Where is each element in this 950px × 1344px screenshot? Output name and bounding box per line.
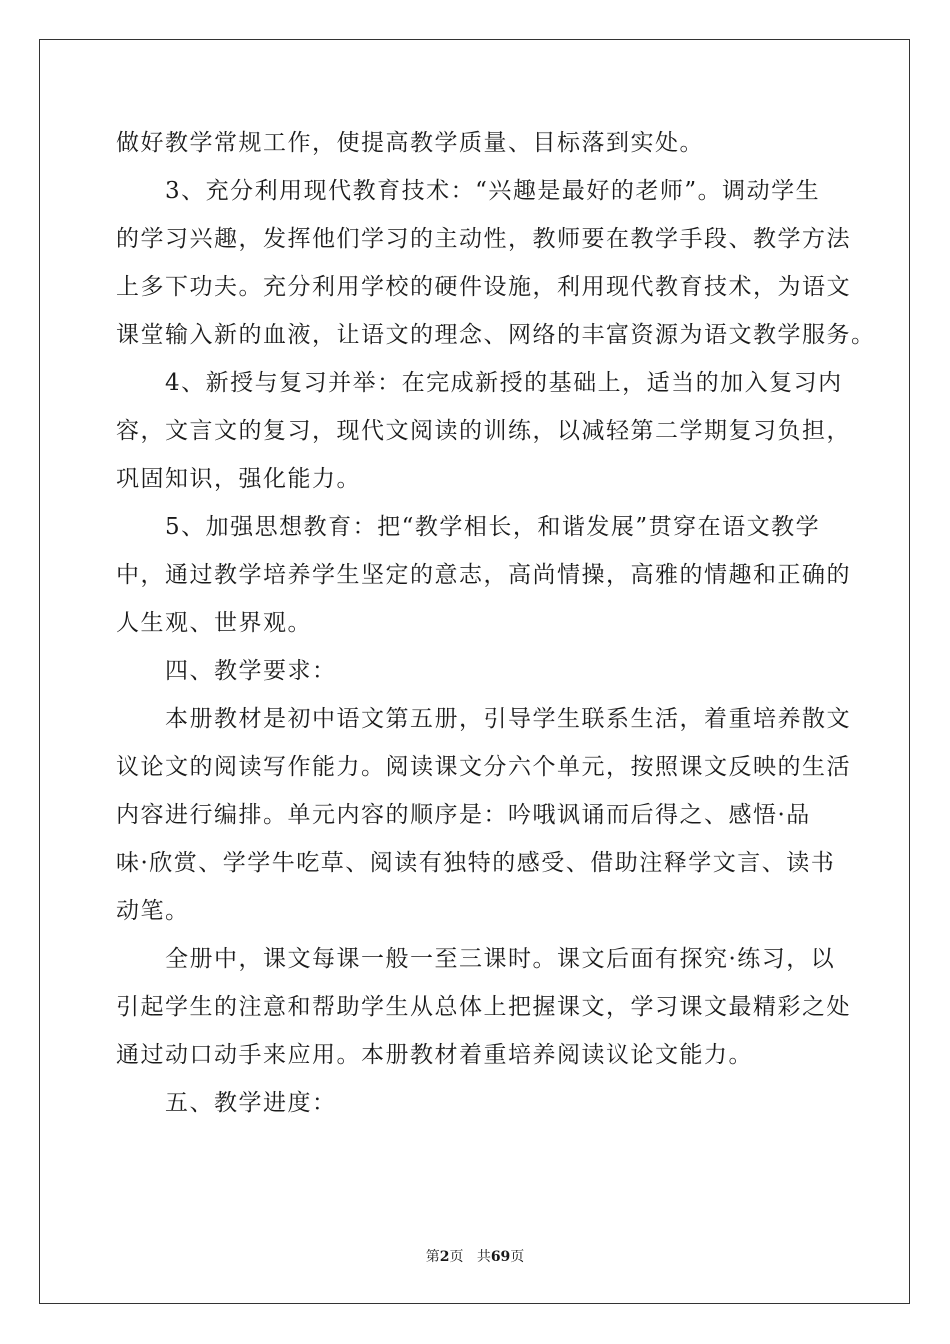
text-line: 4、新授与复习并举：在完成新授的基础上，适当的加入复习内 [116,370,843,396]
text-line: 味·欣赏、学学牛吃草、阅读有独特的感受、借助注释学文言、读书 [116,850,836,876]
page-number: 2 [439,1249,450,1265]
text-line: 人生观、世界观。 [116,610,312,636]
page-unit: 页 [449,1249,464,1265]
text-line: 内容进行编排。单元内容的顺序是：吟哦讽诵而后得之、感悟·品 [116,802,811,828]
text-line: 通过动口动手来应用。本册教材着重培养阅读议论文能力。 [116,1042,753,1068]
total-unit: 页 [510,1249,525,1265]
total-prefix: 共 [476,1249,491,1265]
text-line: 3、充分利用现代教育技术：“兴趣是最好的老师”。调动学生 [116,178,821,204]
text-line: 容，文言文的复习，现代文阅读的训练，以减轻第二学期复习负担， [116,418,851,444]
text-line: 上多下功夫。充分利用学校的硬件设施，利用现代教育技术，为语文 [116,274,851,300]
text-line: 巩固知识，强化能力。 [116,466,361,492]
text-line: 课堂输入新的血液，让语文的理念、网络的丰富资源为语文教学服务。 [116,322,876,348]
text-line: 引起学生的注意和帮助学生从总体上把握课文，学习课文最精彩之处 [116,994,851,1020]
text-line: 本册教材是初中语文第五册，引导学生联系生活，着重培养散文 [116,706,851,732]
text-line: 全册中，课文每课一般一至三课时。课文后面有探究·练习，以 [116,946,836,972]
page-prefix: 第 [425,1249,440,1265]
text-line: 做好教学常规工作，使提高教学质量、目标落到实处。 [116,130,704,156]
page-footer [0,1246,950,1266]
text-line: 中，通过教学培养学生坚定的意志，高尚情操，高雅的情趣和正确的 [116,562,851,588]
text-line: 的学习兴趣，发挥他们学习的主动性，教师要在教学手段、教学方法 [116,226,851,252]
text-line: 5、加强思想教育：把“教学相长，和谐发展”贯穿在语文教学 [116,514,821,540]
text-line: 议论文的阅读写作能力。阅读课文分六个单元，按照课文反映的生活 [116,754,851,780]
text-line: 动笔。 [116,898,190,924]
total-pages: 69 [490,1249,511,1265]
section-heading: 四、教学要求： [116,658,337,684]
section-heading: 五、教学进度： [116,1090,337,1116]
